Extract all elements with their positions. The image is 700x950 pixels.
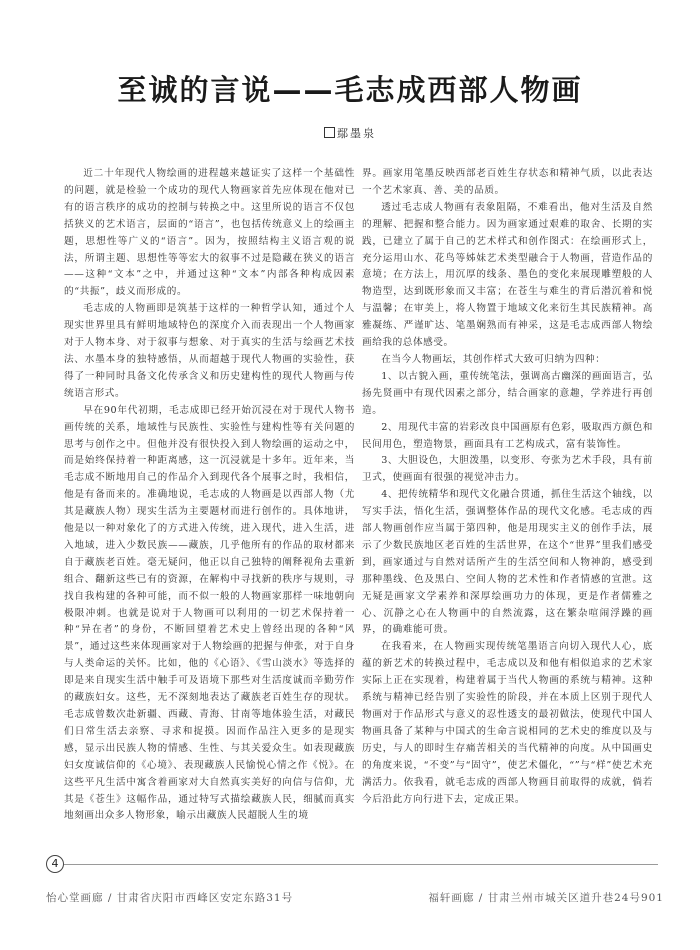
- paragraph: 3、大胆设色，大胆泼墨，以变形、夸张为艺术手段，具有前卫式，使画面有很强的视觉冲击力。: [362, 455, 653, 484]
- paragraph-continued: 界。画家用笔墨反映西部老百姓生存状态和精神气质，以此表达一个艺术家真、善、美的品质。: [362, 168, 653, 196]
- left-column: [64, 166, 355, 846]
- author-box-icon: [324, 127, 335, 138]
- paragraph: 早在90年代初期，毛志成即已经开始沉浸在对于现代人物书画传统的关系，地域性与民族性、实验性与建构性等有关问题的思考与创作之中。但他并没有很快投入到人物绘画的运动之中，而是始终保持着一种距离感，这一沉浸就是十多年。近年来，当毛志成不断地用自己的作品介入到现代各个展事之时，我相信，他是有备而来的。准确地说，毛志成的人物画是以西部人物（尤其是藏族人物）现实生活为主要题材而进行创作的。具体地讲，他是以一种对象化了的方式进入传统，进入现代，进入生活，进入地域，进入少数民族——藏族，几乎他所有的作品的取材都来自于藏族老百姓。毫无疑问，他正以自己独特的阐释视角去重新组合、翻新这些已有的资源，在解构中寻找新的秩序与规则，寻找自我构建的各种可能，而不似一般的人物画家那样一味地朝向极限冲刺。也就是说对于人物画可以利用的一切艺术保持着一种“异在者”的身份，不断回望着艺术史上曾经出现的各种“风景”，通过这些来体现画家对于人物绘画的把握与伸张，对于自身与人类命运的关怀。比如，他的《心语》、《雪山淡水》等选择的即是来自现实生活中触手可及语境下那些对生活度诚而辛勤劳作的藏族妇女。这些，无不深刻地表达了藏族老百姓生存的现状。毛志成曾数次赴新疆、西藏、青海、甘南等地体验生活，对藏民们日常生活去亲察、寻求和捉摸。因而作品注入更多的是现实感，显示出民族人物的情感、生性、与其关爱众生。如表现藏族妇女度诚信仰的《心境》、表现藏族人民愉悦心情之作《悦》。在这些平凡生活中寓含着画家对大自然真实美好的向信与信仰，尤其是《苍生》这幅作品，通过特写式描绘藏族人民，细腻而真实地刻画出众多人物形象，喻示出藏族人民超脱人生的境: [64, 404, 355, 822]
- paragraph: 毛志成的人物画即是筑基于这样的一种哲学认知，通过个人现实世界里具有鲜明地域特色的深度介入而表现出一个人物画家对于人物本身、对于叙事与想象、对于真实的生活与绘画艺术技法、水墨本身的独特感悟，从而超越于现代人物画的实验性，获得了一种同时具备文化传承含义和历史建构性的现代人物画与传统语言形式。: [64, 303, 355, 399]
- paragraph: 近二十年现代人物绘画的进程越来越证实了这样一个基础性的问题，就是检验一个成功的现代人物画家首先应体现在他对已有的语言秩序的成功的控制与转换之中。这里所说的语言不仅包括狭义的艺术语言，层面的“语言”，也包括传统意义上的绘画主题，思想性等广义的“语言”。因为，按照结构主义语言观的说法，所谓主题、思想性等等宏大的叙事不过是隐藏在狭义的语言——这种“文本”之中，并通过这种“文本”内部各种构成因素的“共振”，歧义而形成的。: [64, 168, 355, 298]
- paragraph: 4、把传统精华和现代文化融合贯通，抓住生活这个轴线，以写实手法，悟化生活，强调整体作品的现代文化感。毛志成的西部人物画创作应当属于第四种，他是用现实主义的创作手法，展示了少数民族地区老百姓的生活世界，在这个“世界”里我们感受到，画家通过与自然对话所产生的生活空间和人物神韵，感受到那种墨线、色及黑白、空间人物的艺术性和作者情感的宣泄。这无疑是画家文学素养和深厚绘画功力的体现，更是作者儒雅之心、沉静之心在人物画中的自然流露，这在繁杂喧闹浮躁的画界，的确难能可贵。: [362, 489, 653, 636]
- article-title: 至诚的言说——毛志成西部人物画: [117, 73, 583, 107]
- paragraph: 透过毛志成人物画有表象阻隔，不难看出，他对生活及自然的理解、把握和整合能力。因为画家通过艰难的取舍、长期的实践，已建立了属于自己的艺术样式和创作图式：在绘画形式上，充分运用山水、花鸟等姊妹艺术类型融合于人物画，营造作品的意境；在方法上，用沉厚的线条、墨色的变化来展现雕塑般的人物造型，达到既形象而又丰富；在苍生与难生的背后潜沉着和悦与温馨；在审美上，将人物置于地域文化来衍生其民族精神。高雅凝练、严谨旷达、笔墨娴熟而有神采，这是毛志成西部人物绘画给我的总体感受。: [362, 201, 653, 349]
- footer-right-gallery: 福轩画廊 / 甘肃兰州市城关区道升巷24号901: [428, 892, 664, 904]
- paragraph: 2、用现代丰富的岩彩改良中国画原有色彩，吸取西方颜色和民间用色，塑造物景，画面具有工艺构成式，富有装饰性。: [362, 421, 653, 450]
- footer-divider: [64, 864, 658, 865]
- paragraph: 1、以古貌入画，重传统笔法，强调高古幽深的画面语言，弘扬先贤画中有现代因素之部分，结合画家的意趣，学养进行再创造。: [362, 370, 653, 416]
- page-number: 4: [46, 855, 64, 873]
- right-column: [362, 166, 653, 846]
- article-author: [0, 125, 700, 141]
- author-name: 鄢墨泉: [337, 127, 376, 140]
- footer-left-gallery: 怡心堂画廊 / 甘肃省庆阳市西峰区安定东路31号: [46, 892, 294, 904]
- paragraph: 在我看来，在人物画实现传统笔墨语言向切入现代人心，底蕴的新艺术的转换过程中，毛志成以及和他有相似追求的艺术家实际上正在实现着，构建着属于当代人物画的系统与精神。这种系统与精神已经告别了实验性的阶段，并在本质上区别于现代人物画对于作品形式与意义的忍性透支的最初做法，使现代中国人物画具备了某种与中国式的生命言说相同的艺术史的维度以及与历史，与人的即时生存痛苦相关的当代精神的向度。从中国画史的角度来说，“不变”与“固守”，使艺术僵化，“”与“样”使艺术充满活力。依我看，就毛志成的西部人物画目前取得的成就，倘若今后沿此方向行进下去，定成正果。: [362, 641, 653, 805]
- paragraph: 在当今人物画坛，其创作样式大致可归纳为四种：: [381, 353, 606, 365]
